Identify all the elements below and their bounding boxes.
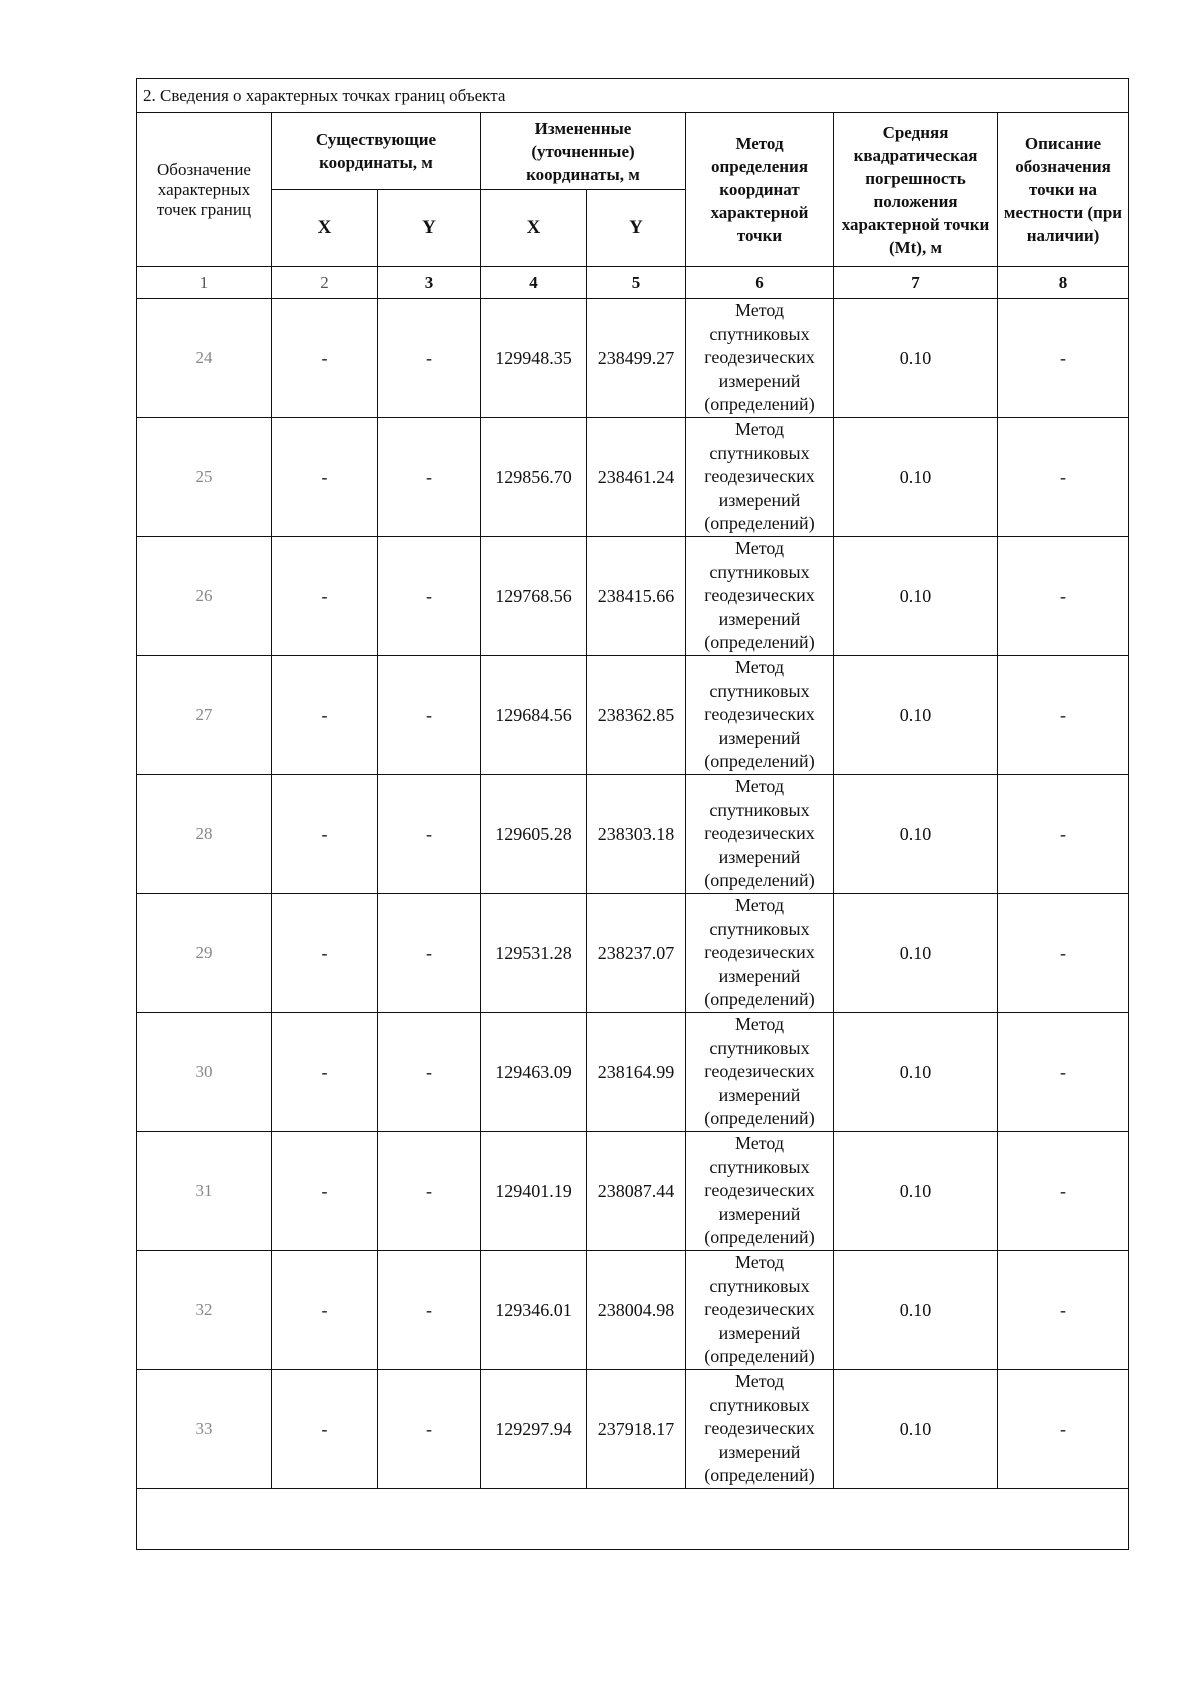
method-cell: Метод спутниковых геодезических измерений (определений) — [686, 894, 834, 1013]
mt-cell: 0.10 — [834, 775, 998, 894]
table-caption: 2. Сведения о характерных точках границ объекта — [137, 79, 1129, 113]
existing-x: - — [272, 1370, 378, 1489]
existing-x: - — [272, 418, 378, 537]
changed-y: 238164.99 — [587, 1013, 686, 1132]
header-changed-coordinates: Измененные (уточненные) координаты, м — [481, 113, 686, 190]
header-existing-x: X — [272, 190, 378, 267]
point-number: 32 — [137, 1251, 272, 1370]
method-cell: Метод спутниковых геодезических измерений (определений) — [686, 1013, 834, 1132]
mt-cell: 0.10 — [834, 656, 998, 775]
changed-x: 129297.94 — [481, 1370, 587, 1489]
description-cell: - — [998, 299, 1129, 418]
existing-x: - — [272, 299, 378, 418]
description-cell: - — [998, 418, 1129, 537]
point-number: 29 — [137, 894, 272, 1013]
mt-cell: 0.10 — [834, 1013, 998, 1132]
column-number: 3 — [378, 267, 481, 299]
changed-x: 129948.35 — [481, 299, 587, 418]
existing-x: - — [272, 775, 378, 894]
existing-y: - — [378, 775, 481, 894]
existing-y: - — [378, 656, 481, 775]
column-number: 1 — [137, 267, 272, 299]
table-row — [137, 894, 1129, 1013]
header-mean-square-error: Средняя квадратическая погрешность положения характерной точки (Mt), м — [834, 113, 998, 267]
existing-y: - — [378, 418, 481, 537]
table-row — [137, 1132, 1129, 1251]
changed-y: 238499.27 — [587, 299, 686, 418]
changed-y: 238415.66 — [587, 537, 686, 656]
changed-y: 238004.98 — [587, 1251, 686, 1370]
existing-x: - — [272, 894, 378, 1013]
method-cell: Метод спутниковых геодезических измерений (определений) — [686, 537, 834, 656]
table-row — [137, 299, 1129, 418]
mt-cell: 0.10 — [834, 537, 998, 656]
method-cell: Метод спутниковых геодезических измерений (определений) — [686, 656, 834, 775]
description-cell: - — [998, 656, 1129, 775]
header-description: Описание обозначения точки на местности (при наличии) — [998, 113, 1129, 267]
table-row — [137, 775, 1129, 894]
existing-x: - — [272, 1132, 378, 1251]
table-row — [137, 1013, 1129, 1132]
header-existing-coordinates: Существующие координаты, м — [272, 113, 481, 190]
column-number: 6 — [686, 267, 834, 299]
method-cell: Метод спутниковых геодезических измерений (определений) — [686, 1251, 834, 1370]
mt-cell: 0.10 — [834, 299, 998, 418]
description-cell: - — [998, 1013, 1129, 1132]
existing-y: - — [378, 537, 481, 656]
existing-y: - — [378, 1370, 481, 1489]
point-number: 24 — [137, 299, 272, 418]
changed-x: 129684.56 — [481, 656, 587, 775]
header-existing-y: Y — [378, 190, 481, 267]
method-cell: Метод спутниковых геодезических измерений (определений) — [686, 775, 834, 894]
existing-y: - — [378, 1013, 481, 1132]
table-row — [137, 1251, 1129, 1370]
description-cell: - — [998, 1132, 1129, 1251]
method-cell: Метод спутниковых геодезических измерений (определений) — [686, 1370, 834, 1489]
changed-y: 238303.18 — [587, 775, 686, 894]
existing-x: - — [272, 1013, 378, 1132]
mt-cell: 0.10 — [834, 1132, 998, 1251]
method-cell: Метод спутниковых геодезических измерений (определений) — [686, 418, 834, 537]
column-number: 5 — [587, 267, 686, 299]
existing-x: - — [272, 537, 378, 656]
blank-row — [137, 1489, 1129, 1550]
existing-y: - — [378, 894, 481, 1013]
column-number: 4 — [481, 267, 587, 299]
changed-x: 129605.28 — [481, 775, 587, 894]
point-number: 28 — [137, 775, 272, 894]
table-row — [137, 656, 1129, 775]
method-cell: Метод спутниковых геодезических измерений (определений) — [686, 1132, 834, 1251]
changed-x: 129768.56 — [481, 537, 587, 656]
header-changed-x: X — [481, 190, 587, 267]
changed-y: 238461.24 — [587, 418, 686, 537]
point-number: 33 — [137, 1370, 272, 1489]
description-cell: - — [998, 1370, 1129, 1489]
changed-x: 129856.70 — [481, 418, 587, 537]
mt-cell: 0.10 — [834, 894, 998, 1013]
point-number: 27 — [137, 656, 272, 775]
existing-y: - — [378, 1251, 481, 1370]
header-designation: Обозначение характерных точек границ — [137, 113, 272, 267]
changed-x: 129463.09 — [481, 1013, 587, 1132]
description-cell: - — [998, 894, 1129, 1013]
boundary-points-table — [136, 78, 1129, 1550]
header-changed-y: Y — [587, 190, 686, 267]
existing-y: - — [378, 299, 481, 418]
method-cell: Метод спутниковых геодезических измерений (определений) — [686, 299, 834, 418]
changed-x: 129401.19 — [481, 1132, 587, 1251]
mt-cell: 0.10 — [834, 1251, 998, 1370]
changed-x: 129531.28 — [481, 894, 587, 1013]
point-number: 25 — [137, 418, 272, 537]
header-method: Метод определения координат характерной точки — [686, 113, 834, 267]
point-number: 30 — [137, 1013, 272, 1132]
changed-y: 238087.44 — [587, 1132, 686, 1251]
document-sheet — [136, 78, 1128, 1550]
mt-cell: 0.10 — [834, 1370, 998, 1489]
mt-cell: 0.10 — [834, 418, 998, 537]
column-number: 7 — [834, 267, 998, 299]
point-number: 31 — [137, 1132, 272, 1251]
description-cell: - — [998, 775, 1129, 894]
table-row — [137, 1370, 1129, 1489]
existing-x: - — [272, 656, 378, 775]
table-row — [137, 537, 1129, 656]
changed-y: 238237.07 — [587, 894, 686, 1013]
existing-y: - — [378, 1132, 481, 1251]
point-number: 26 — [137, 537, 272, 656]
table-row — [137, 418, 1129, 537]
existing-x: - — [272, 1251, 378, 1370]
changed-y: 237918.17 — [587, 1370, 686, 1489]
description-cell: - — [998, 537, 1129, 656]
column-number: 2 — [272, 267, 378, 299]
column-numbers-row — [137, 267, 1129, 299]
blank-cell — [137, 1489, 1129, 1550]
changed-y: 238362.85 — [587, 656, 686, 775]
column-number: 8 — [998, 267, 1129, 299]
changed-x: 129346.01 — [481, 1251, 587, 1370]
description-cell: - — [998, 1251, 1129, 1370]
